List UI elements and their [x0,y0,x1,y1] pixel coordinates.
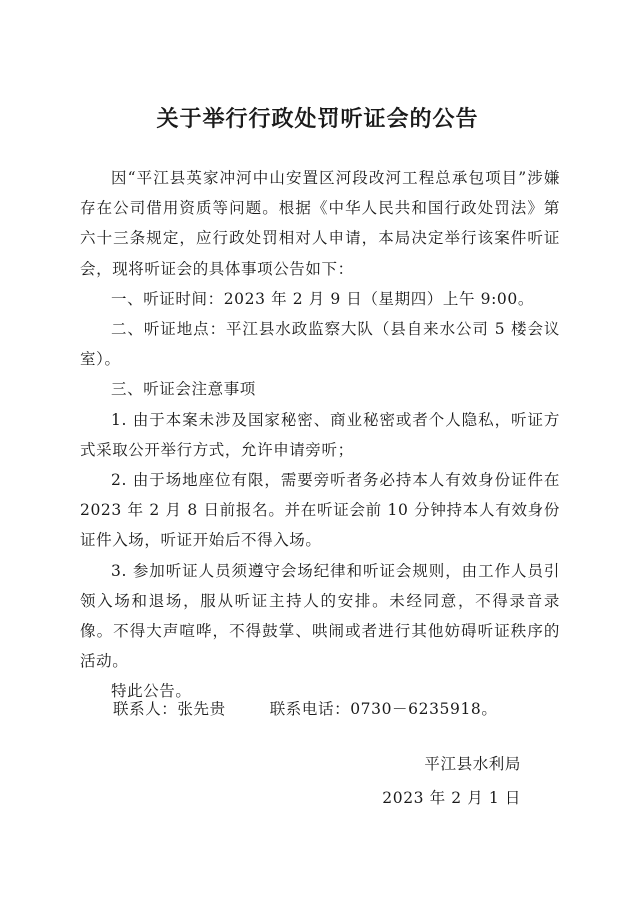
note-item-2: 2. 由于场地座位有限，需要旁听者务必持本人有效身份证件在 2023 年 2 月 8 日前报名。并在听证会前 10 分钟持本人有效身份证件入场，听证开始后不得入场。 [80,471,560,550]
notice-body [80,163,560,707]
notes-heading: 三、听证会注意事项 [111,380,256,399]
contact-person: 联系人：张先贵 [113,700,226,718]
closing-paragraph: 特此公告。 [111,682,192,701]
hearing-time-paragraph: 一、听证时间：2023 年 2 月 9 日（星期四）上午 9:00。 [111,289,534,308]
hearing-location-paragraph: 二、听证地点：平江县水政监察大队（县自来水公司 5 楼会议室）。 [80,320,560,369]
intro-paragraph: 因“平江县英家冲河中山安置区河段改河工程总承包项目”涉嫌存在公司借用资质等问题。根据《中华人民共和国行政处罚法》第六十三条规定，应行政处罚相对人申请，本局决定举行该案件听证会，现将听证会的具体事项公告如下： [80,169,560,278]
signature-block [382,747,521,815]
issue-date: 2023 年 2 月 1 日 [382,789,521,807]
note-item-1: 1. 由于本案未涉及国家秘密、商业秘密或者个人隐私，听证方式采取公开举行方式，允许申请旁听； [80,410,560,459]
contact-phone: 联系电话：0730－6235918。 [269,700,498,718]
contact-line [113,694,497,724]
page-title: 关于举行行政处罚听证会的公告 [156,106,479,132]
issuing-organization: 平江县水利局 [424,755,521,773]
note-item-3: 3. 参加听证人员须遵守会场纪律和听证会规则，由工作人员引领入场和退场，服从听证主持人的安排。未经同意，不得录音录像。不得大声喧哗，不得鼓掌、哄闹或者进行其他妨碍听证秩序的活动。 [80,561,560,671]
